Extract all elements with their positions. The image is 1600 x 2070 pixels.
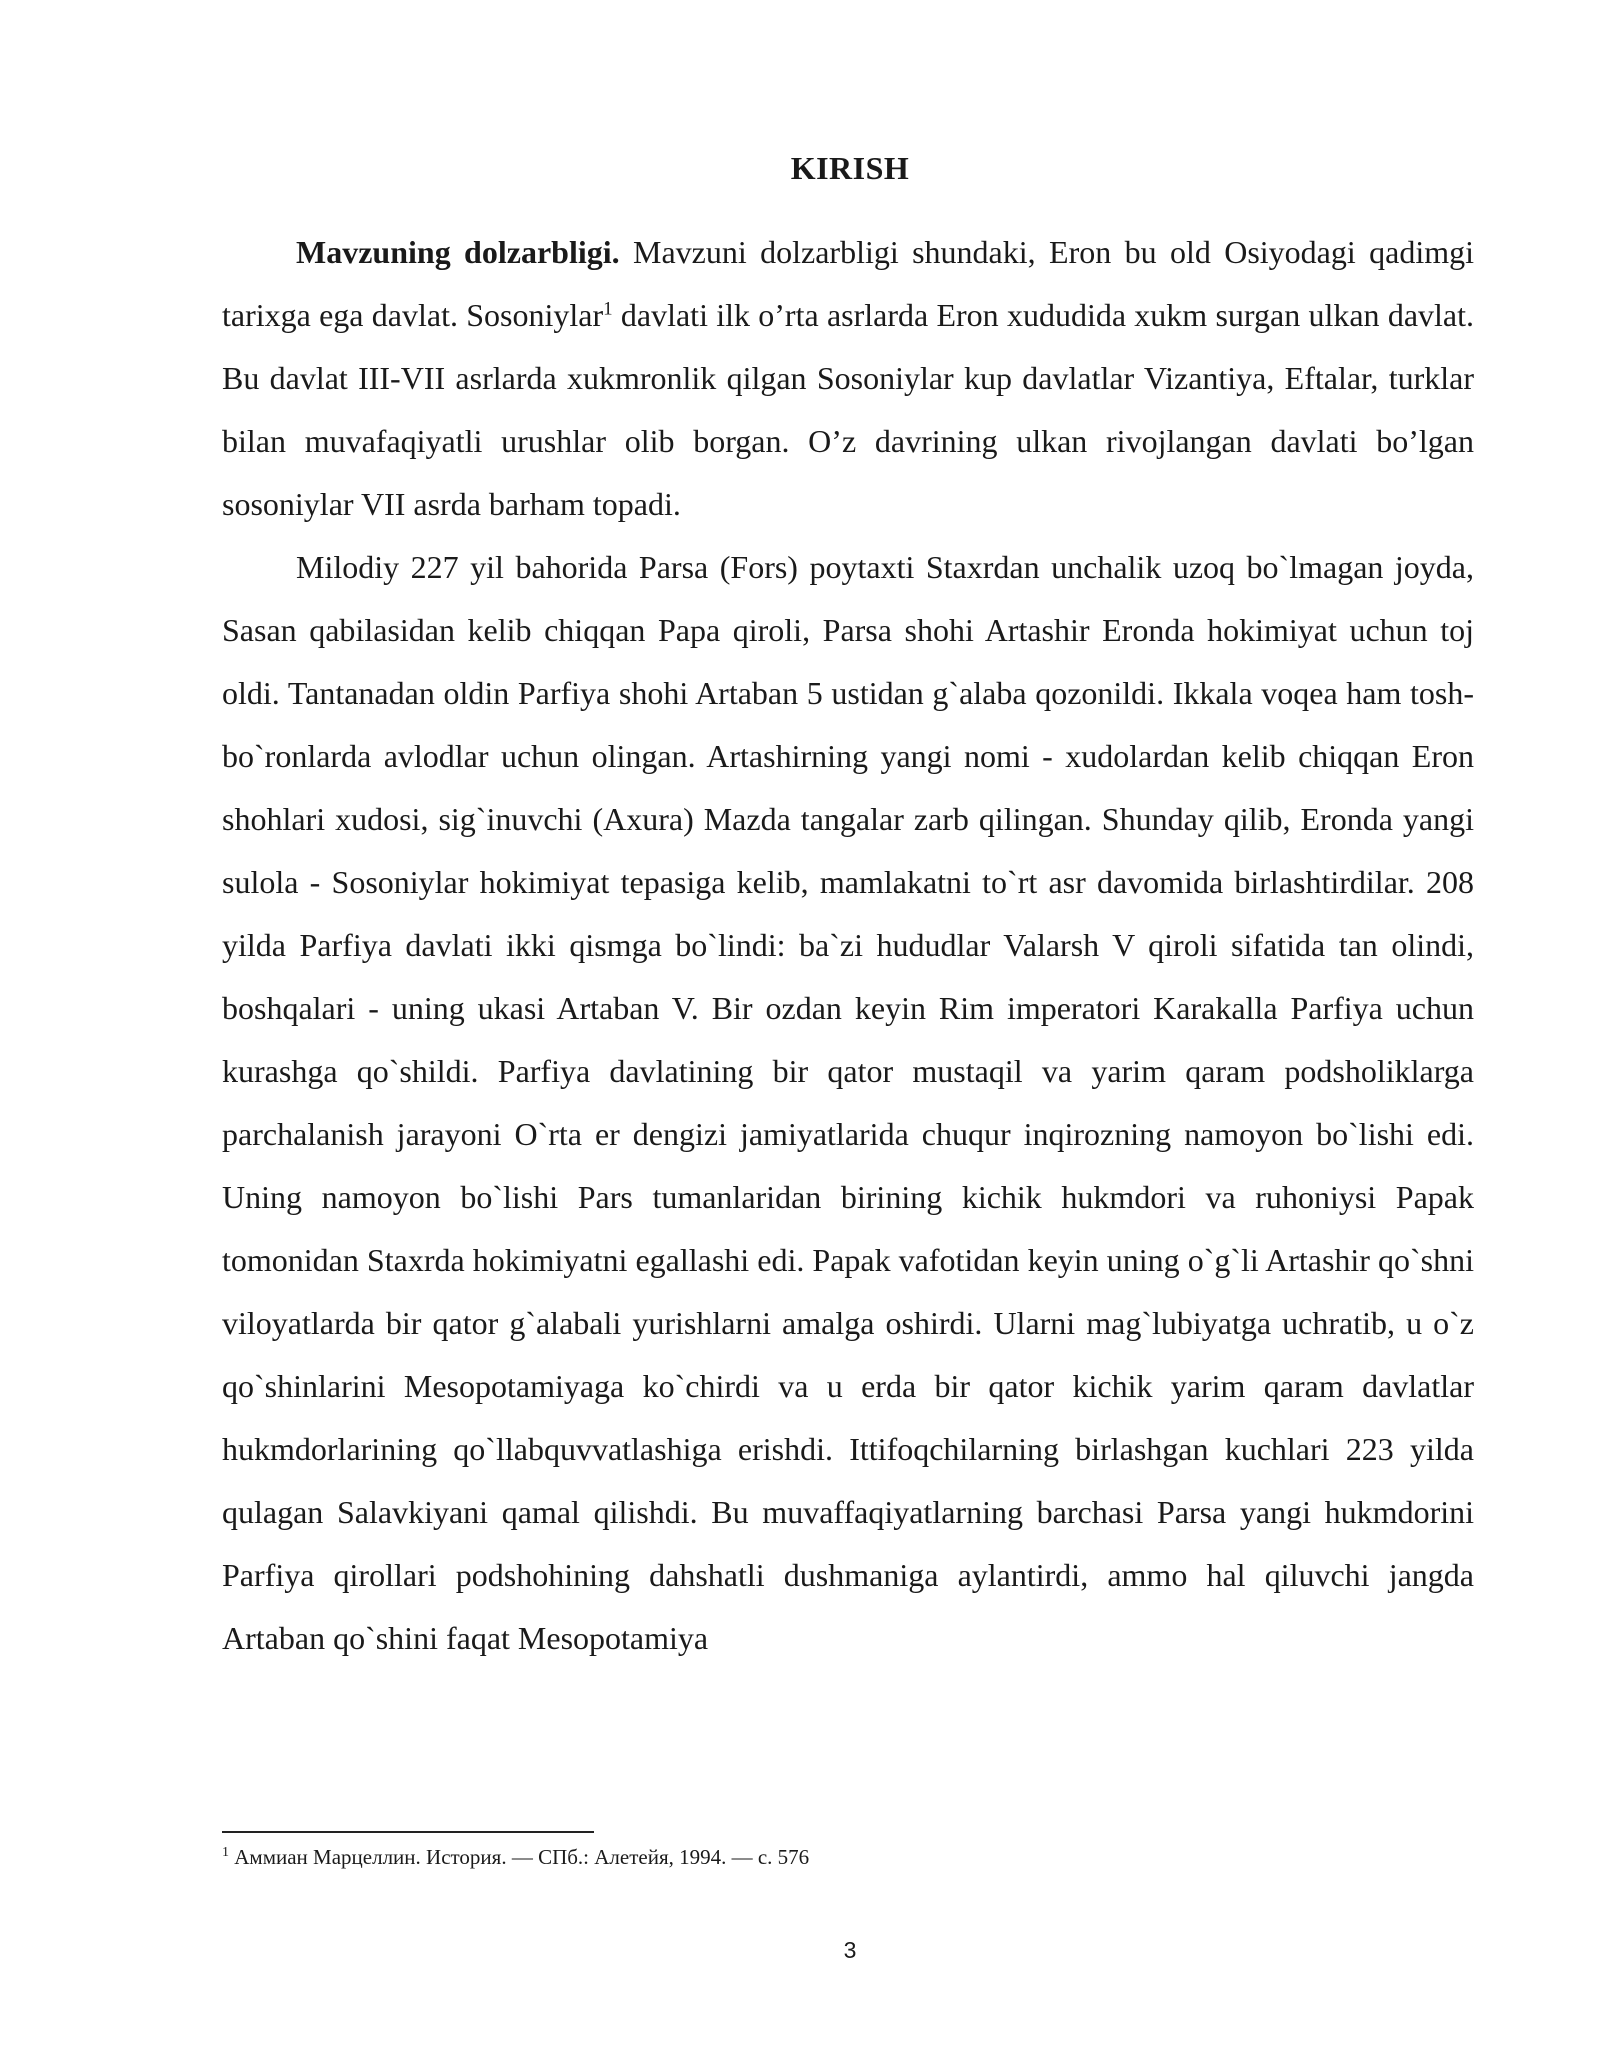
body-text xyxy=(222,221,1474,1670)
footnote-text: Аммиан Марцеллин. История. — СПб.: Алетейя, 1994. — с. 576 xyxy=(229,1845,810,1869)
footnote-reference[interactable]: 1 xyxy=(603,298,613,320)
footnote-separator xyxy=(222,1831,594,1833)
paragraph-text: davlati ilk o’rta asrlarda Eron xududida xukm surgan ulkan davlat. Bu davlat III-VII asrlarda xukmronlik qilgan Sosoniylar kup davlatlar Vizantiya, Eftalar, turklar bilan muvafaqiyatli urushlar olib borgan. O’z davrining ulkan rivojlangan davlati bo’lgan sosoniylar VII asrda barham topadi. xyxy=(222,297,1475,522)
paragraph-lead: Mavzuning dolzarbligi. xyxy=(296,234,620,270)
footnote-marker: 1 xyxy=(222,1845,229,1860)
paragraph-relevance xyxy=(222,221,1474,536)
paragraph-history: Milodiy 227 yil bahorida Parsa (Fors) poytaxti Staxrdan unchalik uzoq bo`lmagan joyda, Sasan qabilasidan kelib chiqqan Papa qiroli, Parsa shohi Artashir Eronda hokimiyat uchun toj oldi. Tantanadan oldin Parfiya shohi Artaban 5 ustidan g`alaba qozonildi. Ikkala voqea ham tosh-bo`ronlarda avlodlar uchun olingan. Artashirning yangi nomi - xudolardan kelib chiqqan Eron shohlari xudosi, sig`inuvchi (Axura) Mazda tangalar zarb qilingan. Shunday qilib, Eronda yangi sulola - Sosoniylar hokimiyat tepasiga kelib, mamlakatni to`rt asr davomida birlashtirdilar. 208 yilda Parfiya davlati ikki qismga bo`lindi: ba`zi hududlar Valarsh V qiroli sifatida tan olindi, boshqalari - uning ukasi Artaban V. Bir ozdan keyin Rim imperatori Karakalla Parfiya uchun kurashga qo`shildi. Parfiya davlatining bir qator mustaqil va yarim qaram podsholiklarga parchalanish jarayoni O`rta er dengizi jamiyatlarida chuqur inqirozning namoyon bo`lishi edi. Uning namoyon bo`lishi Pars tumanlaridan birining kichik hukmdori va ruhoniysi Papak tomonidan Staxrda hokimiyatni egallashi edi. Papak vafotidan keyin uning o`g`li Artashir qo`shni viloyatlarda bir qator g`alabali yurishlarni amalga oshirdi. Ularni mag`lubiyatga uchratib, u o`z qo`shinlarini Mesopotamiyaga ko`chirdi va u erda bir qator kichik yarim qaram davlatlar hukmdorlarining qo`llabquvvatlashiga erishdi. Ittifoqchilarning birlashgan kuchlari 223 yilda qulagan Salavkiyani qamal qilishdi. Bu muvaffaqiyatlarning barchasi Parsa yangi hukmdorini Parfiya qirollari podshohining dahshatli dushmaniga aylantirdi, ammo hal qiluvchi jangda Artaban qo`shini faqat Mesopotamiya xyxy=(222,549,1474,1656)
footnote xyxy=(222,1843,809,1871)
page-number: 3 xyxy=(843,1937,857,1963)
paragraph-text: Mavzuni dolzarbligi shundaki, Eron bu old Osiyodagi qadimgi tarixga ega davlat. Sosoniylar xyxy=(222,234,1475,333)
page-title: KIRISH xyxy=(790,150,910,186)
